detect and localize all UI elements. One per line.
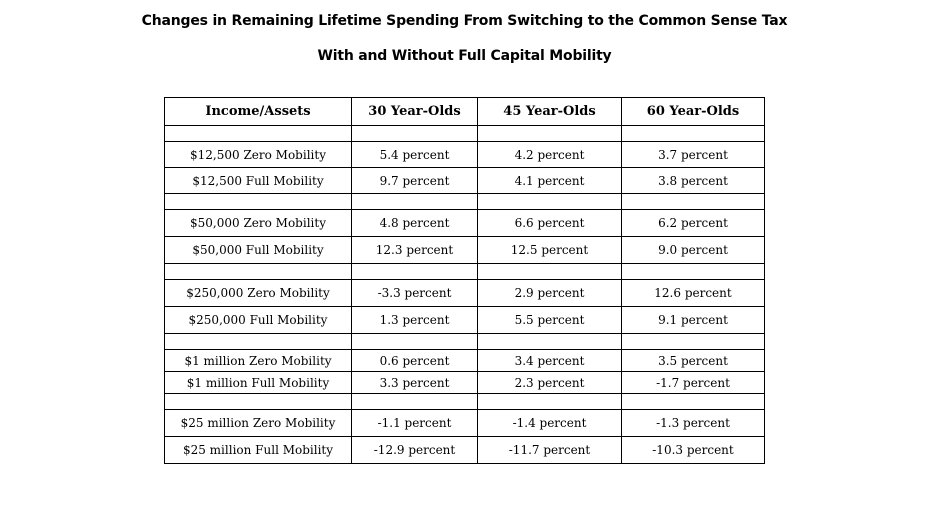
value-30-cell: 9.7 percent [352,168,478,194]
value-30-cell: 0.6 percent [352,350,478,372]
spacer-row [165,126,765,142]
value-30-cell: 12.3 percent [352,237,478,264]
value-30-cell: -3.3 percent [352,280,478,307]
value-45-cell: 4.2 percent [478,142,622,168]
table-row [165,237,765,264]
income-cell: $25 million Full Mobility [165,437,352,464]
value-60-cell: 3.8 percent [622,168,765,194]
value-60-cell: 9.0 percent [622,237,765,264]
spacer-row [165,394,765,410]
value-45-cell: -1.4 percent [478,410,622,437]
value-45-cell: 2.9 percent [478,280,622,307]
value-45-cell: 3.4 percent [478,350,622,372]
income-cell: $12,500 Zero Mobility [165,142,352,168]
table-row [165,350,765,372]
value-60-cell: 6.2 percent [622,210,765,237]
spacer-row [165,334,765,350]
header-60-year-olds: 60 Year-Olds [622,98,765,126]
spacer-row [165,194,765,210]
spending-change-table [164,97,765,464]
income-cell: $1 million Full Mobility [165,372,352,394]
header-income-assets: Income/Assets [165,98,352,126]
income-cell: $250,000 Zero Mobility [165,280,352,307]
value-45-cell: 2.3 percent [478,372,622,394]
value-45-cell: 12.5 percent [478,237,622,264]
table-row [165,210,765,237]
value-60-cell: 12.6 percent [622,280,765,307]
income-cell: $12,500 Full Mobility [165,168,352,194]
value-45-cell: 5.5 percent [478,307,622,334]
value-60-cell: 9.1 percent [622,307,765,334]
value-30-cell: 5.4 percent [352,142,478,168]
income-cell: $50,000 Zero Mobility [165,210,352,237]
table-title-line-1: Changes in Remaining Lifetime Spending From Switching to the Common Sense Tax [141,13,788,29]
value-30-cell: 4.8 percent [352,210,478,237]
table-row [165,437,765,464]
income-cell: $1 million Zero Mobility [165,350,352,372]
table-row [165,280,765,307]
table-title-line-2: With and Without Full Capital Mobility [317,48,612,64]
value-60-cell: -1.7 percent [622,372,765,394]
income-cell: $250,000 Full Mobility [165,307,352,334]
header-30-year-olds: 30 Year-Olds [352,98,478,126]
value-60-cell: 3.5 percent [622,350,765,372]
income-cell: $50,000 Full Mobility [165,237,352,264]
value-45-cell: 4.1 percent [478,168,622,194]
table-row [165,168,765,194]
table-row [165,307,765,334]
value-30-cell: 1.3 percent [352,307,478,334]
value-45-cell: -11.7 percent [478,437,622,464]
header-row [165,98,765,126]
income-cell: $25 million Zero Mobility [165,410,352,437]
value-60-cell: -10.3 percent [622,437,765,464]
spacer-row [165,264,765,280]
value-30-cell: -12.9 percent [352,437,478,464]
value-60-cell: 3.7 percent [622,142,765,168]
value-45-cell: 6.6 percent [478,210,622,237]
value-30-cell: 3.3 percent [352,372,478,394]
value-30-cell: -1.1 percent [352,410,478,437]
table-row [165,142,765,168]
table-row [165,372,765,394]
value-60-cell: -1.3 percent [622,410,765,437]
table-row [165,410,765,437]
header-45-year-olds: 45 Year-Olds [478,98,622,126]
